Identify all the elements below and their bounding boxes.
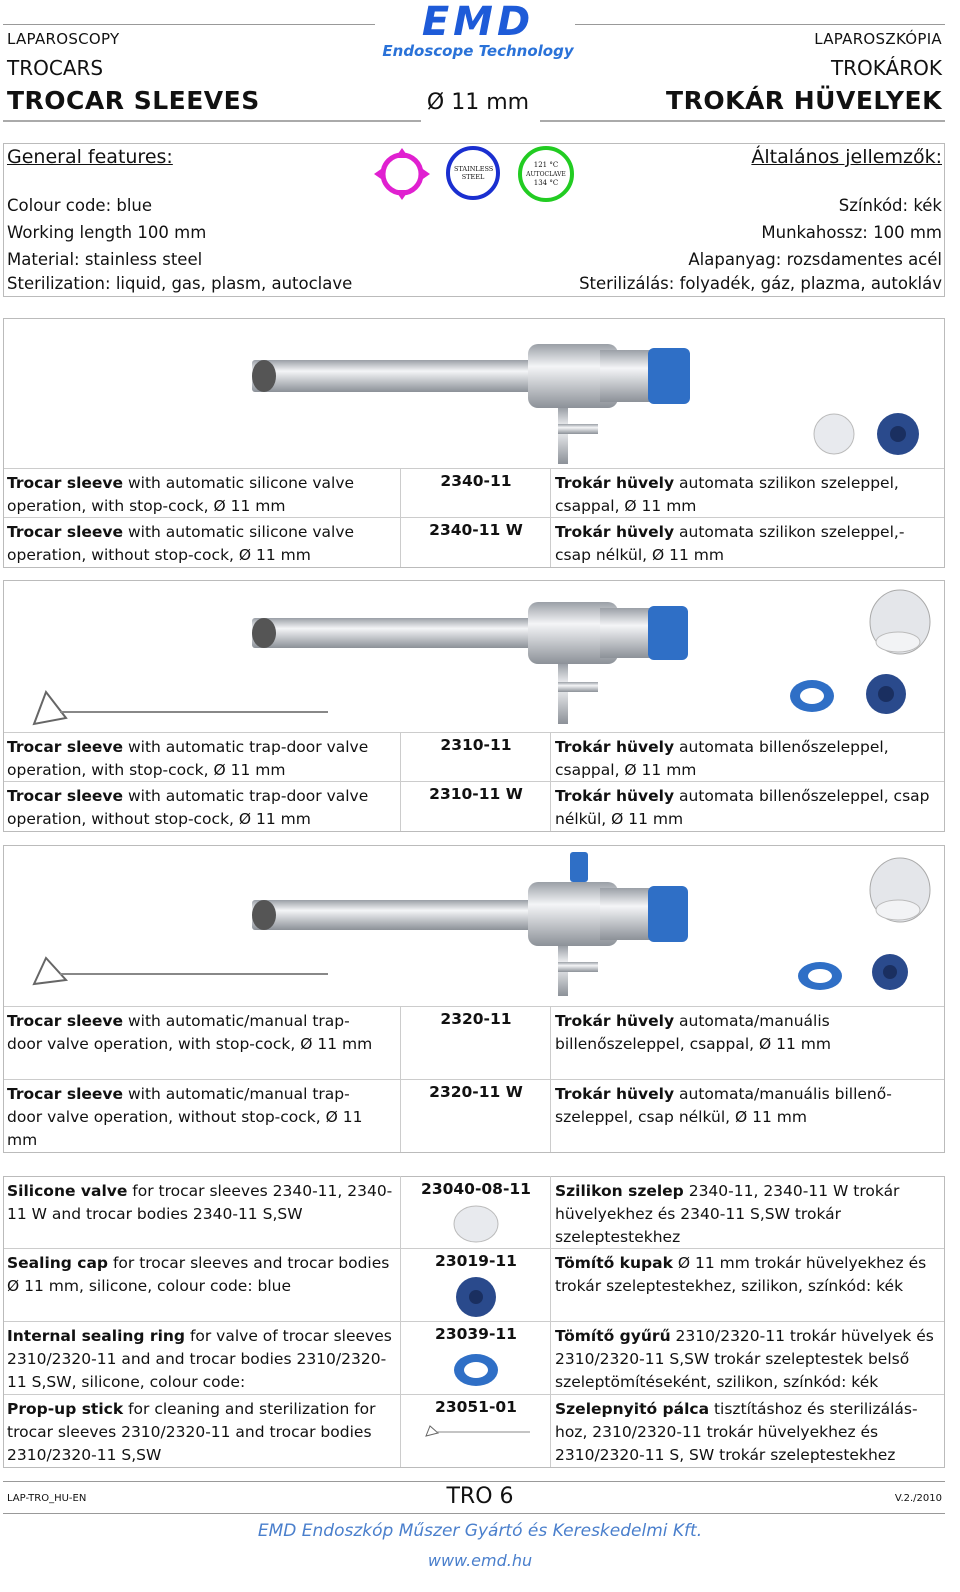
emd-logo	[378, 0, 578, 60]
product-desc-hu-2310-11-w: Trokár hüvely automata billenőszeleppel, csap nélkül, Ø 11 mm	[555, 787, 930, 828]
product-desc-en-2310-11: Trocar sleeve with automatic trap-door valve operation, with stop-cock, Ø 11 mm	[7, 738, 369, 779]
product-code-2320-11: 2320-11	[440, 1010, 512, 1028]
autoclave-mid: AUTOCLAVE	[526, 170, 566, 178]
features-title-hu: Általános jellemzők:	[751, 146, 942, 168]
stainless-steel-badge	[446, 146, 500, 200]
valve-ring-cap-thumbnails-3	[786, 850, 942, 990]
accessory-code-23051-01: 23051-01	[435, 1398, 517, 1416]
accessory-code-23040-08-11: 23040-08-11	[421, 1180, 531, 1198]
subcategory-hu: TROKÁROK	[830, 56, 942, 80]
product-code-2340-11-w: 2340-11 W	[429, 521, 523, 539]
feature-en-4: Sterilization: liquid, gas, plasm, autoclave	[7, 274, 353, 293]
subcategory-en: TROCARS	[7, 56, 104, 80]
logo-wordmark: EMD	[421, 0, 535, 45]
accessory-desc-hu-sealing-cap: Tömítő kupak Ø 11 mm trokár hüvelyekhez és trokár szeleptestekhez, szilikon, színkód: kék	[555, 1254, 927, 1295]
product-desc-en-2310-11-w: Trocar sleeve with automatic trap-door valve operation, without stop-cock, Ø 11 mm	[7, 787, 369, 828]
product-code-2310-11-w: 2310-11 W	[429, 785, 523, 803]
prop-up-stick-thumbnail	[424, 1424, 532, 1438]
product-desc-en-2340-11-w: Trocar sleeve with automatic silicone valve operation, without stop-cock, Ø 11 mm	[7, 523, 355, 564]
category-en: LAPAROSCOPY	[7, 30, 120, 48]
product-desc-en-2320-11: Trocar sleeve with automatic/manual trap-door valve operation, with stop-cock, Ø 11 mm	[7, 1012, 373, 1053]
accessory-desc-en-prop-up-stick: Prop-up stick for cleaning and sterilization for trocar sleeves 2310/2320-11 and trocar bodies 2310/2320-11 S,SW	[7, 1400, 376, 1464]
product-desc-en-2340-11: Trocar sleeve with automatic silicone valve operation, with stop-cock, Ø 11 mm	[7, 474, 355, 515]
product-desc-hu-2340-11: Trokár hüvely automata szilikon szeleppel, csappal, Ø 11 mm	[555, 474, 899, 515]
stainless-badge-text: STAINLESS STEEL	[454, 165, 494, 181]
footer-doc-code: LAP-TRO_HU-EN	[7, 1493, 87, 1504]
accessory-code-23019-11: 23019-11	[435, 1252, 517, 1270]
multi-port-icon	[372, 146, 432, 202]
category-hu: LAPAROSZKÓPIA	[814, 30, 942, 48]
autoclave-bot: 134 °C	[533, 178, 559, 187]
feature-en-3: Material: stainless steel	[7, 250, 203, 269]
features-title-en: General features:	[7, 146, 173, 168]
accessory-desc-en-silicone-valve: Silicone valve for trocar sleeves 2340-11, 2340-11 W and trocar bodies 2340-11 S,SW	[7, 1182, 393, 1223]
footer-company-name: EMD Endoszkóp Műszer Gyártó és Kereskedelmi Kft.	[257, 1521, 703, 1541]
accessory-desc-hu-internal-sealing-ring: Tömítő gyűrű 2310/2320-11 trokár hüvelyek és 2310/2320-11 S,SW trokár szeleptestek belső szeleptömítéseként, szilikon, színkód: kék	[555, 1327, 934, 1391]
product-code-2310-11: 2310-11	[440, 736, 512, 754]
product-desc-hu-2320-11: Trokár hüvely automata/manuális billenőszeleppel, csappal, Ø 11 mm	[555, 1012, 831, 1053]
diameter-label: Ø 11 mm	[426, 90, 530, 115]
accessory-code-23039-11: 23039-11	[435, 1325, 517, 1343]
prop-up-stick-image-1	[30, 688, 330, 728]
footer-version: V.2./2010	[894, 1493, 942, 1504]
accessory-desc-hu-silicone-valve: Szilikon szelep 2340-11, 2340-11 W trokár hüvelyekhez és 2340-11 S,SW trokár szeleptestekhez	[555, 1182, 900, 1246]
footer-website-link[interactable]: www.emd.hu	[427, 1551, 533, 1570]
feature-en-1: Colour code: blue	[7, 196, 153, 215]
page-title-en: TROCAR SLEEVES	[7, 86, 260, 115]
footer-page-number: TRO 6	[446, 1484, 514, 1509]
valve-cap-thumbnails-1	[812, 410, 942, 460]
feature-hu-2: Munkahossz: 100 mm	[761, 223, 942, 242]
valve-ring-cap-thumbnails-2	[786, 584, 942, 724]
accessory-desc-hu-prop-up-stick: Szelepnyitó pálca tisztításhoz és sterilizálás-hoz, 2310/2320-11 trokár hüvelyekhez és 2310/2320-11 S, SW trokár szeleptestekhez	[555, 1400, 918, 1464]
prop-up-stick-image-2	[30, 956, 330, 996]
feature-hu-1: Színkód: kék	[838, 196, 942, 215]
internal-sealing-ring-thumbnail	[452, 1350, 500, 1390]
autoclave-top: 121 °C	[533, 160, 559, 169]
product-desc-hu-2310-11: Trokár hüvely automata billenőszeleppel, csappal, Ø 11 mm	[555, 738, 889, 779]
accessory-desc-en-sealing-cap: Sealing cap for trocar sleeves and trocar bodies Ø 11 mm, silicone, colour code: blue	[7, 1254, 390, 1295]
product-code-2340-11: 2340-11	[440, 472, 512, 490]
product-desc-en-2320-11-w: Trocar sleeve with automatic/manual trap-door valve operation, without stop-cock, Ø 11 mm	[7, 1085, 363, 1149]
logo-tagline: Endoscope Technology	[382, 42, 574, 60]
feature-hu-4: Sterilizálás: folyadék, gáz, plazma, autokláv	[579, 274, 942, 293]
page-title-hu: TROKÁR HÜVELYEK	[666, 86, 942, 115]
feature-hu-3: Alapanyag: rozsdamentes acél	[688, 250, 942, 269]
silicone-valve-thumbnail	[452, 1204, 500, 1244]
product-code-2320-11-w: 2320-11 W	[429, 1083, 523, 1101]
autoclave-badge	[518, 146, 574, 202]
accessory-desc-en-internal-sealing-ring: Internal sealing ring for valve of trocar sleeves 2310/2320-11 and and trocar bodies 2310/2320-11 S,SW, silicone, colour code:	[7, 1327, 392, 1391]
product-desc-hu-2340-11-w: Trokár hüvely automata szilikon szeleppel,-csap nélkül, Ø 11 mm	[555, 523, 905, 564]
trocar-sleeve-image-1	[240, 322, 700, 468]
product-desc-hu-2320-11-w: Trokár hüvely automata/manuális billenő-szeleppel, csap nélkül, Ø 11 mm	[555, 1085, 892, 1126]
feature-en-2: Working length 100 mm	[7, 223, 207, 242]
sealing-cap-thumbnail	[454, 1276, 498, 1318]
